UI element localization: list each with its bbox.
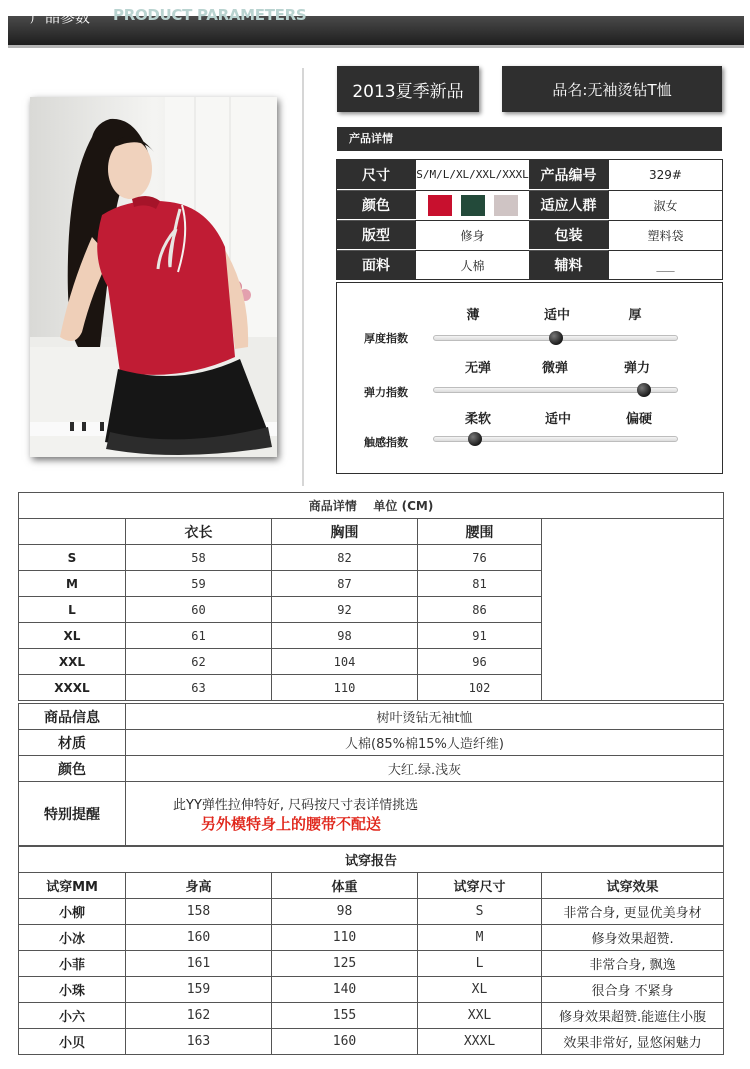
thickness-tick-2: 适中 bbox=[543, 308, 570, 323]
thickness-knob bbox=[549, 331, 563, 345]
size-row-label: L bbox=[19, 597, 126, 623]
size-cell: 86 bbox=[418, 597, 542, 623]
size-table-caption: 商品详情 单位 (CM) bbox=[19, 493, 724, 519]
elasticity-label: 弹力指数 bbox=[364, 386, 408, 399]
size-cell: 63 bbox=[126, 675, 272, 701]
size-row-label: XXXL bbox=[19, 675, 126, 701]
trial-effect: 修身效果超赞. bbox=[542, 925, 724, 951]
size-cell: 58 bbox=[126, 545, 272, 571]
spec-fit-value: 修身 bbox=[415, 220, 529, 249]
size-row-label: S bbox=[19, 545, 126, 571]
size-header-length: 衣长 bbox=[126, 519, 272, 545]
spec-group-label: 适应人群 bbox=[529, 190, 608, 219]
season-badge: 2013夏季新品 bbox=[337, 66, 479, 112]
color-label: 颜色 bbox=[19, 756, 126, 782]
trial-name: 小珠 bbox=[19, 977, 126, 1003]
trial-weight: 110 bbox=[272, 925, 418, 951]
trial-header-weight: 体重 bbox=[272, 873, 418, 899]
spec-code-value: 329# bbox=[608, 160, 722, 189]
product-name-badge: 品名:无袖烫钻T恤 bbox=[502, 66, 722, 112]
thickness-label: 厚度指数 bbox=[364, 332, 408, 345]
size-table-empty-area bbox=[542, 519, 724, 701]
trial-size: XXL bbox=[418, 1003, 542, 1029]
size-cell: 91 bbox=[418, 623, 542, 649]
spec-aux-label: 辅料 bbox=[529, 250, 608, 279]
trial-table-caption: 试穿报告 bbox=[19, 847, 724, 873]
spec-fabric-value: 人棉 bbox=[415, 250, 529, 279]
spec-grid bbox=[336, 159, 723, 280]
touch-label: 触感指数 bbox=[364, 436, 408, 449]
trial-weight: 160 bbox=[272, 1029, 418, 1055]
trial-table bbox=[18, 846, 724, 1055]
size-cell: 104 bbox=[272, 649, 418, 675]
size-cell: 110 bbox=[272, 675, 418, 701]
touch-tick-2: 适中 bbox=[544, 412, 571, 427]
notice-red-text: 另外模特身上的腰带不配送 bbox=[201, 814, 382, 833]
size-cell: 98 bbox=[272, 623, 418, 649]
trial-name: 小冰 bbox=[19, 925, 126, 951]
details-title: 产品详情 bbox=[337, 127, 722, 151]
index-panel bbox=[336, 282, 723, 474]
swatch-green bbox=[461, 195, 485, 216]
elasticity-tick-3: 弹力 bbox=[623, 361, 650, 376]
notice-label: 特别提醒 bbox=[19, 782, 126, 846]
trial-name: 小六 bbox=[19, 1003, 126, 1029]
trial-name: 小菲 bbox=[19, 951, 126, 977]
size-row-label: XL bbox=[19, 623, 126, 649]
trial-name: 小柳 bbox=[19, 899, 126, 925]
size-header-blank bbox=[19, 519, 126, 545]
spec-group-value: 淑女 bbox=[608, 190, 722, 219]
size-cell: 102 bbox=[418, 675, 542, 701]
trial-effect: 很合身 不紧身 bbox=[542, 977, 724, 1003]
size-cell: 87 bbox=[272, 571, 418, 597]
header-title-en: PRODUCT PARAMETERS bbox=[113, 6, 307, 24]
size-cell: 59 bbox=[126, 571, 272, 597]
trial-effect: 非常合身, 飘逸 bbox=[542, 951, 724, 977]
thickness-tick-3: 厚 bbox=[628, 308, 642, 323]
spec-color-label: 颜色 bbox=[337, 190, 415, 219]
info-table bbox=[18, 703, 724, 846]
trial-height: 158 bbox=[126, 899, 272, 925]
material-value: 人棉(85%棉15%人造纤维) bbox=[126, 730, 724, 756]
trial-size: M bbox=[418, 925, 542, 951]
trial-height: 159 bbox=[126, 977, 272, 1003]
touch-tick-3: 偏硬 bbox=[625, 412, 652, 427]
spec-pack-value: 塑料袋 bbox=[608, 220, 722, 249]
trial-size: XXXL bbox=[418, 1029, 542, 1055]
notice-text: 此YY弹性拉伸特好, 尺码按尺寸表详情挑选 bbox=[173, 797, 419, 813]
swatch-gray bbox=[494, 195, 518, 216]
trial-size: S bbox=[418, 899, 542, 925]
notice-cell bbox=[126, 782, 724, 846]
elasticity-tick-2: 微弹 bbox=[541, 361, 568, 376]
trial-size: XL bbox=[418, 977, 542, 1003]
thickness-tick-1: 薄 bbox=[466, 308, 480, 323]
trial-weight: 140 bbox=[272, 977, 418, 1003]
touch-tick-1: 柔软 bbox=[464, 412, 491, 427]
model-photo bbox=[30, 97, 277, 457]
trial-header-height: 身高 bbox=[126, 873, 272, 899]
trial-weight: 125 bbox=[272, 951, 418, 977]
trial-height: 161 bbox=[126, 951, 272, 977]
size-table bbox=[18, 492, 724, 701]
swatch-red bbox=[428, 195, 452, 216]
size-cell: 62 bbox=[126, 649, 272, 675]
color-value: 大红.绿.浅灰 bbox=[126, 756, 724, 782]
trial-height: 162 bbox=[126, 1003, 272, 1029]
size-cell: 96 bbox=[418, 649, 542, 675]
spec-fabric-label: 面料 bbox=[337, 250, 415, 279]
size-cell: 81 bbox=[418, 571, 542, 597]
trial-header-size: 试穿尺寸 bbox=[418, 873, 542, 899]
trial-height: 160 bbox=[126, 925, 272, 951]
size-header-waist: 腰围 bbox=[418, 519, 542, 545]
size-cell: 61 bbox=[126, 623, 272, 649]
trial-name: 小贝 bbox=[19, 1029, 126, 1055]
trial-weight: 155 bbox=[272, 1003, 418, 1029]
spec-aux-value: ___ bbox=[608, 250, 722, 279]
trial-header-effect: 试穿效果 bbox=[542, 873, 724, 899]
trial-height: 163 bbox=[126, 1029, 272, 1055]
trial-header-name: 试穿MM bbox=[19, 873, 126, 899]
product-info-value: 树叶烫钻无袖t恤 bbox=[126, 704, 724, 730]
trial-weight: 98 bbox=[272, 899, 418, 925]
spec-size-label: 尺寸 bbox=[337, 160, 415, 189]
size-cell: 60 bbox=[126, 597, 272, 623]
trial-effect: 效果非常好, 显悠闲魅力 bbox=[542, 1029, 724, 1055]
elasticity-tick-1: 无弹 bbox=[464, 361, 491, 376]
spec-fit-label: 版型 bbox=[337, 220, 415, 249]
spec-pack-label: 包装 bbox=[529, 220, 608, 249]
spec-color-swatches bbox=[415, 190, 529, 219]
header-title-cn: 产品参数 bbox=[30, 8, 91, 26]
material-label: 材质 bbox=[19, 730, 126, 756]
trial-effect: 非常合身, 更显优美身材 bbox=[542, 899, 724, 925]
size-row-label: XXL bbox=[19, 649, 126, 675]
size-header-chest: 胸围 bbox=[272, 519, 418, 545]
size-cell: 82 bbox=[272, 545, 418, 571]
spec-size-value: S/M/L/XL/XXL/XXXL bbox=[415, 160, 529, 189]
size-cell: 92 bbox=[272, 597, 418, 623]
size-row-label: M bbox=[19, 571, 126, 597]
trial-effect: 修身效果超赞.能遮住小腹 bbox=[542, 1003, 724, 1029]
product-info-label: 商品信息 bbox=[19, 704, 126, 730]
size-cell: 76 bbox=[418, 545, 542, 571]
spec-code-label: 产品编号 bbox=[529, 160, 608, 189]
elasticity-knob bbox=[637, 383, 651, 397]
trial-size: L bbox=[418, 951, 542, 977]
divider-line bbox=[302, 68, 304, 486]
touch-knob bbox=[468, 432, 482, 446]
